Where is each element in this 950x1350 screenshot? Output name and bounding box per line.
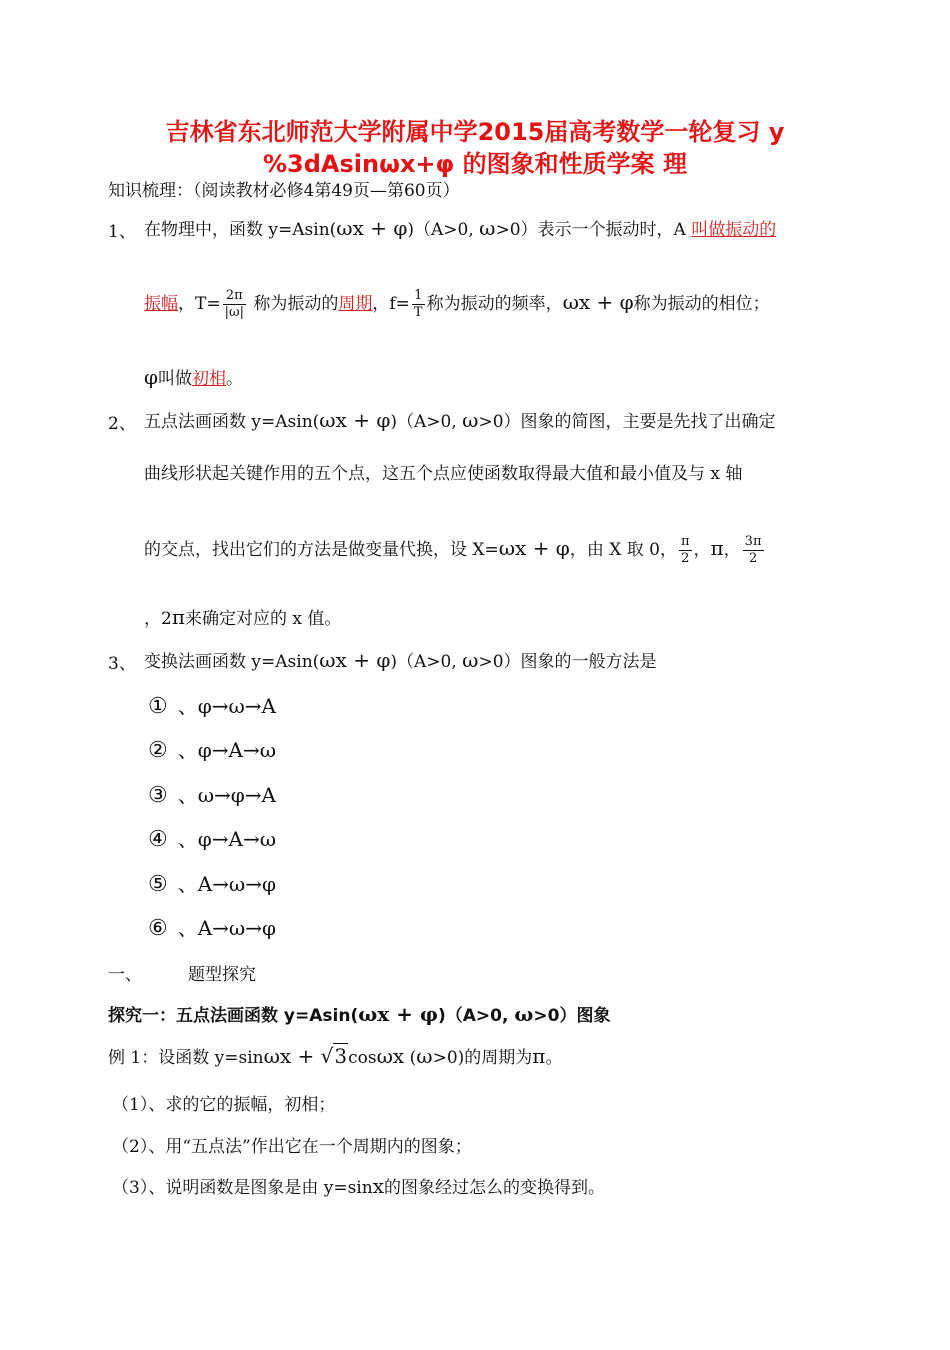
question-1: （1）、求的它的振幅，初相；	[112, 1095, 336, 1115]
item1-line1: 在物理中，函数 y=Asin(ωx + φ)（A>0, ω>0）表示一个振动时，A 叫做振动的	[144, 216, 777, 240]
question-2: （2）、用“五点法”作出它在一个周期内的图象；	[112, 1137, 472, 1157]
answer-blank-1b: 振幅	[144, 294, 178, 314]
explore-heading: 探究一：五点法画函数 y=Asin(ωx + φ)（A>0, ω>0）图象	[108, 1002, 611, 1026]
item2-line1: 五点法画函数 y=Asin(ωx + φ)（A>0, ω>0）图象的简图，主要是先找了出确定	[144, 408, 776, 432]
answer-blank-1: 叫做振动的	[691, 220, 777, 240]
item1-line2: 振幅，T= $\frac{2\pi}{|\omega|}$ 称为振动的周期，f= $\frac{1}{T}$ 称为振动的频率，ωx + φ称为振动的相位；	[144, 288, 770, 320]
title-line-1: 吉林省东北师范大学附属中学2015届高考数学一轮复习 y	[165, 118, 785, 146]
answer-blank-3: 初相	[192, 369, 227, 389]
example-1: 例 1：设函数 y=sinωx + √3cosωx (ω>0)的周期为π。	[108, 1044, 563, 1068]
option-item: ① 、φ→ω→A	[148, 694, 277, 719]
item2-line3: 的交点，找出它们的方法是做变量代换，设 X=ωx + φ，由 X 取 0， $\frac{\pi}{2}$ ，π， $\frac{3\pi}{2}$	[144, 534, 762, 566]
intro-text: 知识梳理：（阅读教材必修4第49页—第60页）	[108, 181, 460, 201]
section-title: 题型探究	[188, 965, 256, 985]
fraction-frequency: $\frac{1}{T}$	[413, 288, 423, 320]
option-item: ④ 、φ→A→ω	[148, 827, 277, 852]
option-item: ⑤ 、A→ω→φ	[148, 872, 277, 897]
item2-number: 2、	[108, 414, 136, 434]
fraction-pi-over-2: $\frac{\pi}{2}$	[680, 534, 690, 566]
answer-blank-2: 周期	[338, 294, 373, 314]
item1-line3: φ叫做初相。	[144, 365, 244, 389]
question-3: （3）、说明函数是图象是由 y=sinx的图象经过怎么的变换得到。	[112, 1174, 605, 1198]
option-item: ③ 、ω→φ→A	[148, 783, 277, 808]
section-number: 一、	[108, 965, 142, 985]
item1-number: 1、	[108, 222, 136, 242]
item3-line1: 变换法画函数 y=Asin(ωx + φ)（A>0, ω>0）图象的一般方法是	[144, 648, 657, 672]
fraction-period: $\frac{2\pi}{|\omega|}$	[224, 288, 244, 320]
option-item: ⑥ 、A→ω→φ	[148, 916, 277, 941]
item3-number: 3、	[108, 654, 136, 674]
option-item: ② 、φ→A→ω	[148, 738, 277, 763]
item2-line2: 曲线形状起关键作用的五个点，这五个点应使函数取得最大值和最小值及与 x 轴	[144, 464, 743, 484]
math-omega-x-phi: ωx + φ	[336, 216, 408, 240]
title-line-2: %3dAsinωx+φ 的图象和性质学案 理	[262, 150, 688, 178]
fraction-3pi-over-2: $\frac{3\pi}{2}$	[744, 534, 762, 566]
item2-line4: ，2π来确定对应的 x 值。	[144, 605, 342, 629]
sqrt-symbol: √3	[320, 1044, 348, 1068]
